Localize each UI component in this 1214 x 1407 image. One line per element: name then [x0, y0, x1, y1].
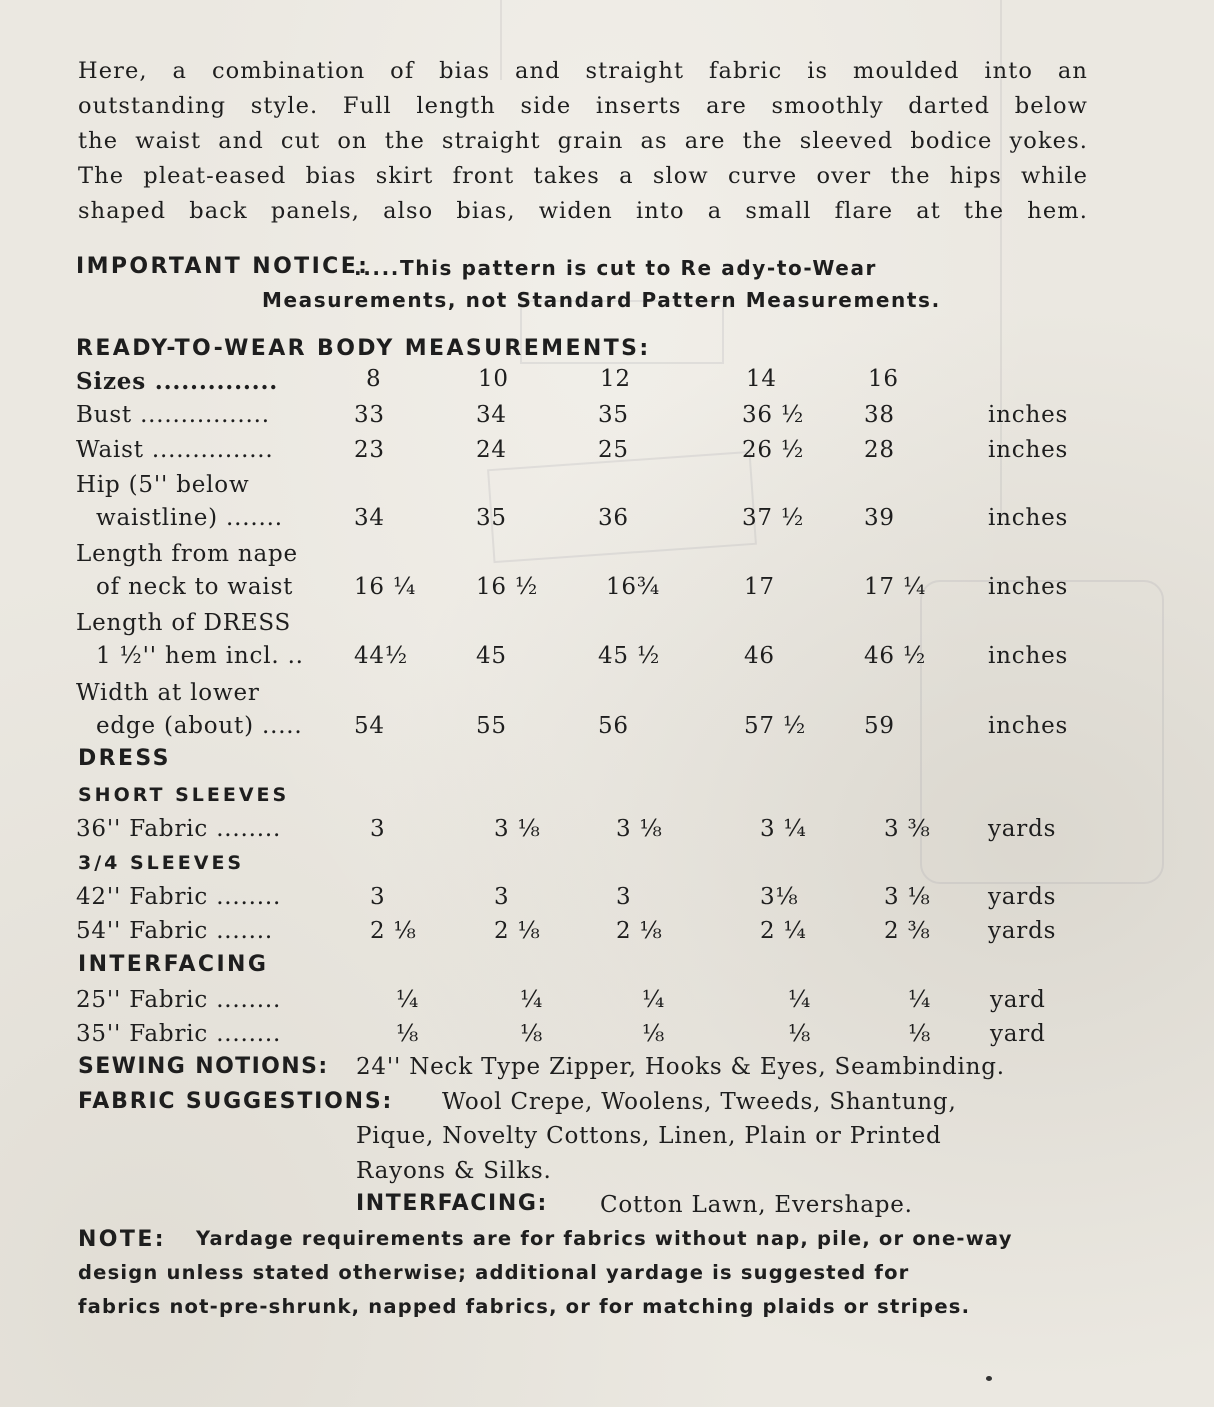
fabric-interfacing-label: INTERFACING: [356, 1191, 548, 1216]
length-14: 46 [744, 643, 775, 669]
bust-14: 36 ½ [742, 402, 805, 428]
tq42-8: 3 [370, 884, 386, 910]
hip-16: 39 [864, 505, 895, 531]
f25-unit: yard [990, 987, 1046, 1013]
fabric-line1: Wool Crepe, Woolens, Tweeds, Shantung, [442, 1089, 957, 1115]
note-line1: Yardage requirements are for fabrics without nap, pile, or one-way [196, 1227, 1013, 1250]
three-quarter-sleeves-heading: 3/4 SLEEVES [78, 852, 245, 874]
measurements-heading: READY-TO-WEAR BODY MEASUREMENTS: [76, 336, 651, 361]
bust-12: 35 [598, 402, 629, 428]
f25-12: ¼ [642, 987, 666, 1013]
bust-10: 34 [476, 402, 507, 428]
bust-16: 38 [864, 402, 895, 428]
nape-12: 16¾ [606, 574, 660, 600]
short-sleeves-heading: SHORT SLEEVES [78, 784, 290, 806]
notice-line2: Measurements, not Standard Pattern Measurements. [262, 288, 941, 312]
waist-unit: inches [988, 437, 1069, 463]
tq54-16: 2 ⅜ [884, 918, 931, 944]
waist-16: 28 [864, 437, 895, 463]
tq54-10: 2 ⅛ [494, 918, 541, 944]
hip-10: 35 [476, 505, 507, 531]
bust-label: Bust ................ [76, 402, 270, 428]
note-label: NOTE: [78, 1227, 166, 1252]
width-12: 56 [598, 713, 629, 739]
f35-8: ⅛ [396, 1021, 420, 1047]
short36-8: 3 [370, 816, 386, 842]
f35-unit: yard [990, 1021, 1046, 1047]
size-10: 10 [478, 366, 509, 392]
short36-14: 3 ¼ [760, 816, 807, 842]
intro-line: Here, a combination of bias and straight fabric is moulded into an [78, 58, 1088, 84]
intro-line: outstanding style. Full length side inserts are smoothly darted below [78, 93, 1088, 119]
tq42-label: 42'' Fabric ........ [76, 884, 282, 910]
tq54-unit: yards [988, 918, 1057, 944]
f25-16: ¼ [908, 987, 932, 1013]
note-line3: fabrics not-pre-shrunk, napped fabrics, or for matching plaids or stripes. [78, 1295, 971, 1318]
tq42-16: 3 ⅛ [884, 884, 931, 910]
fabric-line3: Rayons & Silks. [356, 1158, 552, 1184]
waist-label: Waist ............... [76, 437, 274, 463]
tq42-12: 3 [616, 884, 632, 910]
length-unit: inches [988, 643, 1069, 669]
width-14: 57 ½ [744, 713, 807, 739]
tq42-unit: yards [988, 884, 1057, 910]
f25-label: 25'' Fabric ........ [76, 987, 282, 1013]
short36-12: 3 ⅛ [616, 816, 663, 842]
f35-16: ⅛ [908, 1021, 932, 1047]
nape-10: 16 ½ [476, 574, 539, 600]
short36-16: 3 ⅜ [884, 816, 931, 842]
length-16: 46 ½ [864, 643, 927, 669]
width-label-line1: Width at lower [76, 680, 260, 706]
notice-label: IMPORTANT NOTICE: [76, 254, 370, 279]
f35-10: ⅛ [520, 1021, 544, 1047]
nape-8: 16 ¼ [354, 574, 417, 600]
f25-14: ¼ [788, 987, 812, 1013]
width-label-line2: edge (about) ..... [96, 713, 303, 739]
waist-14: 26 ½ [742, 437, 805, 463]
size-12: 12 [600, 366, 631, 392]
length-8: 44½ [354, 643, 408, 669]
size-14: 14 [746, 366, 777, 392]
fabric-label: FABRIC SUGGESTIONS: [78, 1089, 394, 1114]
f35-14: ⅛ [788, 1021, 812, 1047]
length-10: 45 [476, 643, 507, 669]
length-12: 45 ½ [598, 643, 661, 669]
size-16: 16 [868, 366, 899, 392]
width-16: 59 [864, 713, 895, 739]
nape-unit: inches [988, 574, 1069, 600]
notice-line1: .....This pattern is cut to Re ady-to-Wear [354, 256, 878, 280]
length-label-line2: 1 ½'' hem incl. .. [96, 643, 304, 669]
nape-label-line1: Length from nape [76, 541, 298, 567]
hip-unit: inches [988, 505, 1069, 531]
nape-16: 17 ¼ [864, 574, 927, 600]
fabric-interfacing-text: Cotton Lawn, Evershape. [600, 1192, 913, 1218]
short36-10: 3 ⅛ [494, 816, 541, 842]
intro-line: the waist and cut on the straight grain as are the sleeved bodice yokes. [78, 128, 1088, 154]
tq54-12: 2 ⅛ [616, 918, 663, 944]
sizes-label: Sizes .............. [76, 368, 279, 395]
hip-12: 36 [598, 505, 629, 531]
nape-14: 17 [744, 574, 775, 600]
notions-label: SEWING NOTIONS: [78, 1054, 329, 1079]
fabric-line2: Pique, Novelty Cottons, Linen, Plain or Printed [356, 1123, 942, 1149]
notions-text: 24'' Neck Type Zipper, Hooks & Eyes, Seambinding. [356, 1054, 1005, 1080]
tq54-8: 2 ⅛ [370, 918, 417, 944]
waist-12: 25 [598, 437, 629, 463]
tq54-14: 2 ¼ [760, 918, 807, 944]
hip-8: 34 [354, 505, 385, 531]
hip-label-line2: waistline) ....... [96, 505, 283, 531]
hip-14: 37 ½ [742, 505, 805, 531]
f35-12: ⅛ [642, 1021, 666, 1047]
intro-paragraph [78, 54, 1088, 229]
intro-line: The pleat-eased bias skirt front takes a slow curve over the hips while [78, 163, 1088, 189]
f35-label: 35'' Fabric ........ [76, 1021, 282, 1047]
nape-label-line2: of neck to waist [96, 574, 294, 600]
width-10: 55 [476, 713, 507, 739]
short36-label: 36'' Fabric ........ [76, 816, 282, 842]
length-label-line1: Length of DRESS [76, 610, 292, 636]
hip-label-line1: Hip (5'' below [76, 472, 250, 498]
tq42-14: 3⅛ [760, 884, 799, 910]
width-unit: inches [988, 713, 1069, 739]
interfacing-heading: INTERFACING [78, 952, 269, 977]
f25-10: ¼ [520, 987, 544, 1013]
paper-speck [986, 1376, 992, 1381]
bust-unit: inches [988, 402, 1069, 428]
tq42-10: 3 [494, 884, 510, 910]
note-line2: design unless stated otherwise; additional yardage is suggested for [78, 1261, 910, 1284]
dress-heading: DRESS [78, 746, 171, 771]
intro-line: shaped back panels, also bias, widen into a small flare at the hem. [78, 198, 1088, 224]
tq54-label: 54'' Fabric ....... [76, 918, 273, 944]
waist-10: 24 [476, 437, 507, 463]
f25-8: ¼ [396, 987, 420, 1013]
width-8: 54 [354, 713, 385, 739]
bust-8: 33 [354, 402, 385, 428]
waist-8: 23 [354, 437, 385, 463]
short36-unit: yards [988, 816, 1057, 842]
size-8: 8 [366, 366, 382, 392]
